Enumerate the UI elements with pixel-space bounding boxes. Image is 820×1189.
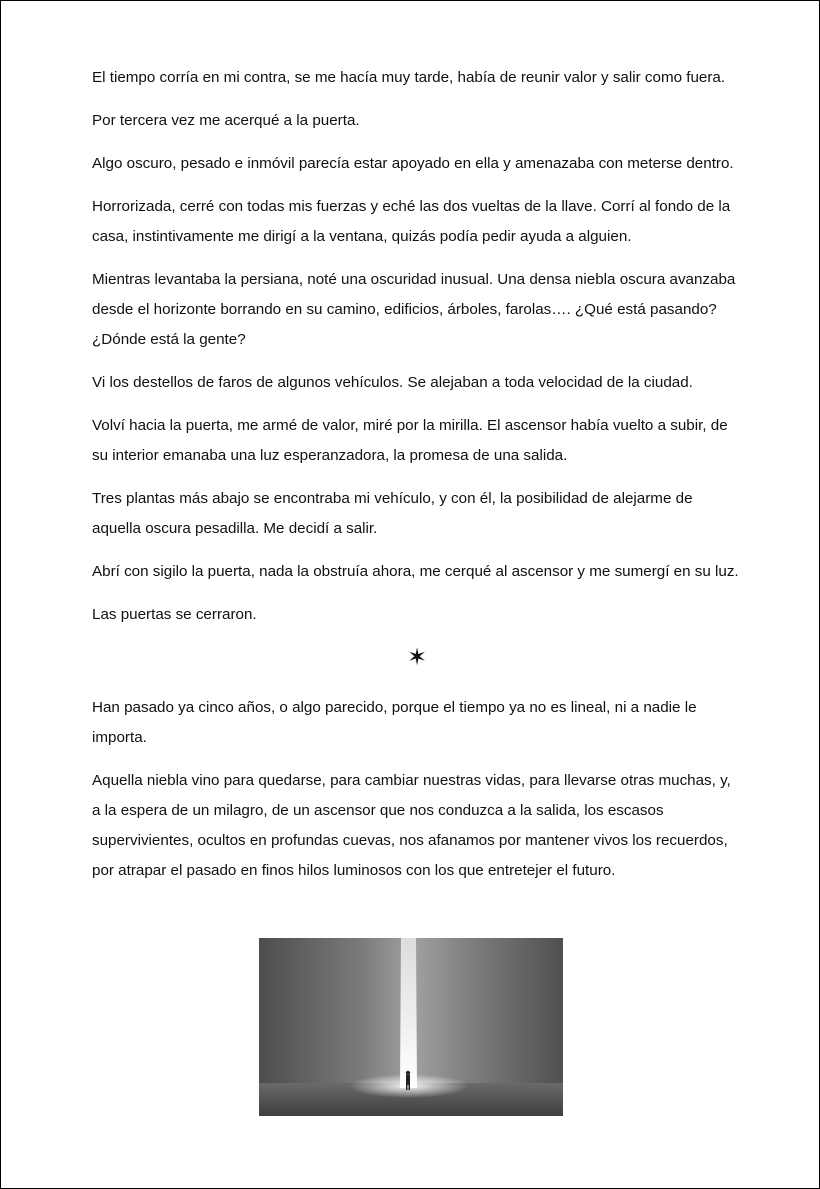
paragraph: El tiempo corría en mi contra, se me hacía muy tarde, había de reunir valor y salir como fuera. xyxy=(92,69,726,86)
paragraph: Abrí con sigilo la puerta, nada la obstruía ahora, me cerqué al ascensor y me sumergí en su luz. xyxy=(92,563,739,580)
document-body xyxy=(92,63,742,899)
paragraph: Por tercera vez me acerqué a la puerta. xyxy=(92,112,360,129)
paragraph: Aquella niebla vino para quedarse, para cambiar nuestras vidas, para llevarse otras muchas, y, a la espera de un milagro, de un ascensor que nos conduzca a la salida, los escasos supervivientes, ocultos en profundas cuevas, nos afanamos por mantener vivos los recuerdos, por atrapar el pasado en finos hilos luminosos con los que entretejer el futuro. xyxy=(92,772,731,879)
illustration-photo xyxy=(259,938,563,1116)
paragraph: Han pasado ya cinco años, o algo parecido, porque el tiempo ya no es lineal, ni a nadie le importa. xyxy=(92,699,697,746)
paragraph: Tres plantas más abajo se encontraba mi vehículo, y con él, la posibilidad de alejarme de aquella oscura pesadilla. Me decidí a salir. xyxy=(92,490,693,537)
paragraph: Vi los destellos de faros de algunos vehículos. Se alejaban a toda velocidad de la ciudad. xyxy=(92,374,693,391)
paragraph: Horrorizada, cerré con todas mis fuerzas y eché las dos vueltas de la llave. Corrí al fondo de la casa, instintivamente me dirigí a la ventana, quizás podía pedir ayuda a alguien. xyxy=(92,198,731,245)
paragraph: Algo oscuro, pesado e inmóvil parecía estar apoyado en ella y amenazaba con meterse dentro. xyxy=(92,155,734,172)
section-separator-star-icon: ✶ xyxy=(406,644,428,671)
photo-figure-in-light-crack-icon xyxy=(259,938,563,1116)
paragraph: Las puertas se cerraron. xyxy=(92,606,257,623)
paragraph: Mientras levantaba la persiana, noté una oscuridad inusual. Una densa niebla oscura avanzaba desde el horizonte borrando en su camino, edificios, árboles, farolas…. ¿Qué está pasando? ¿Dónde está la gente? xyxy=(92,271,736,348)
paragraph: Volví hacia la puerta, me armé de valor, miré por la mirilla. El ascensor había vuelto a subir, de su interior emanaba una luz esperanzadora, la promesa de una salida. xyxy=(92,417,728,464)
